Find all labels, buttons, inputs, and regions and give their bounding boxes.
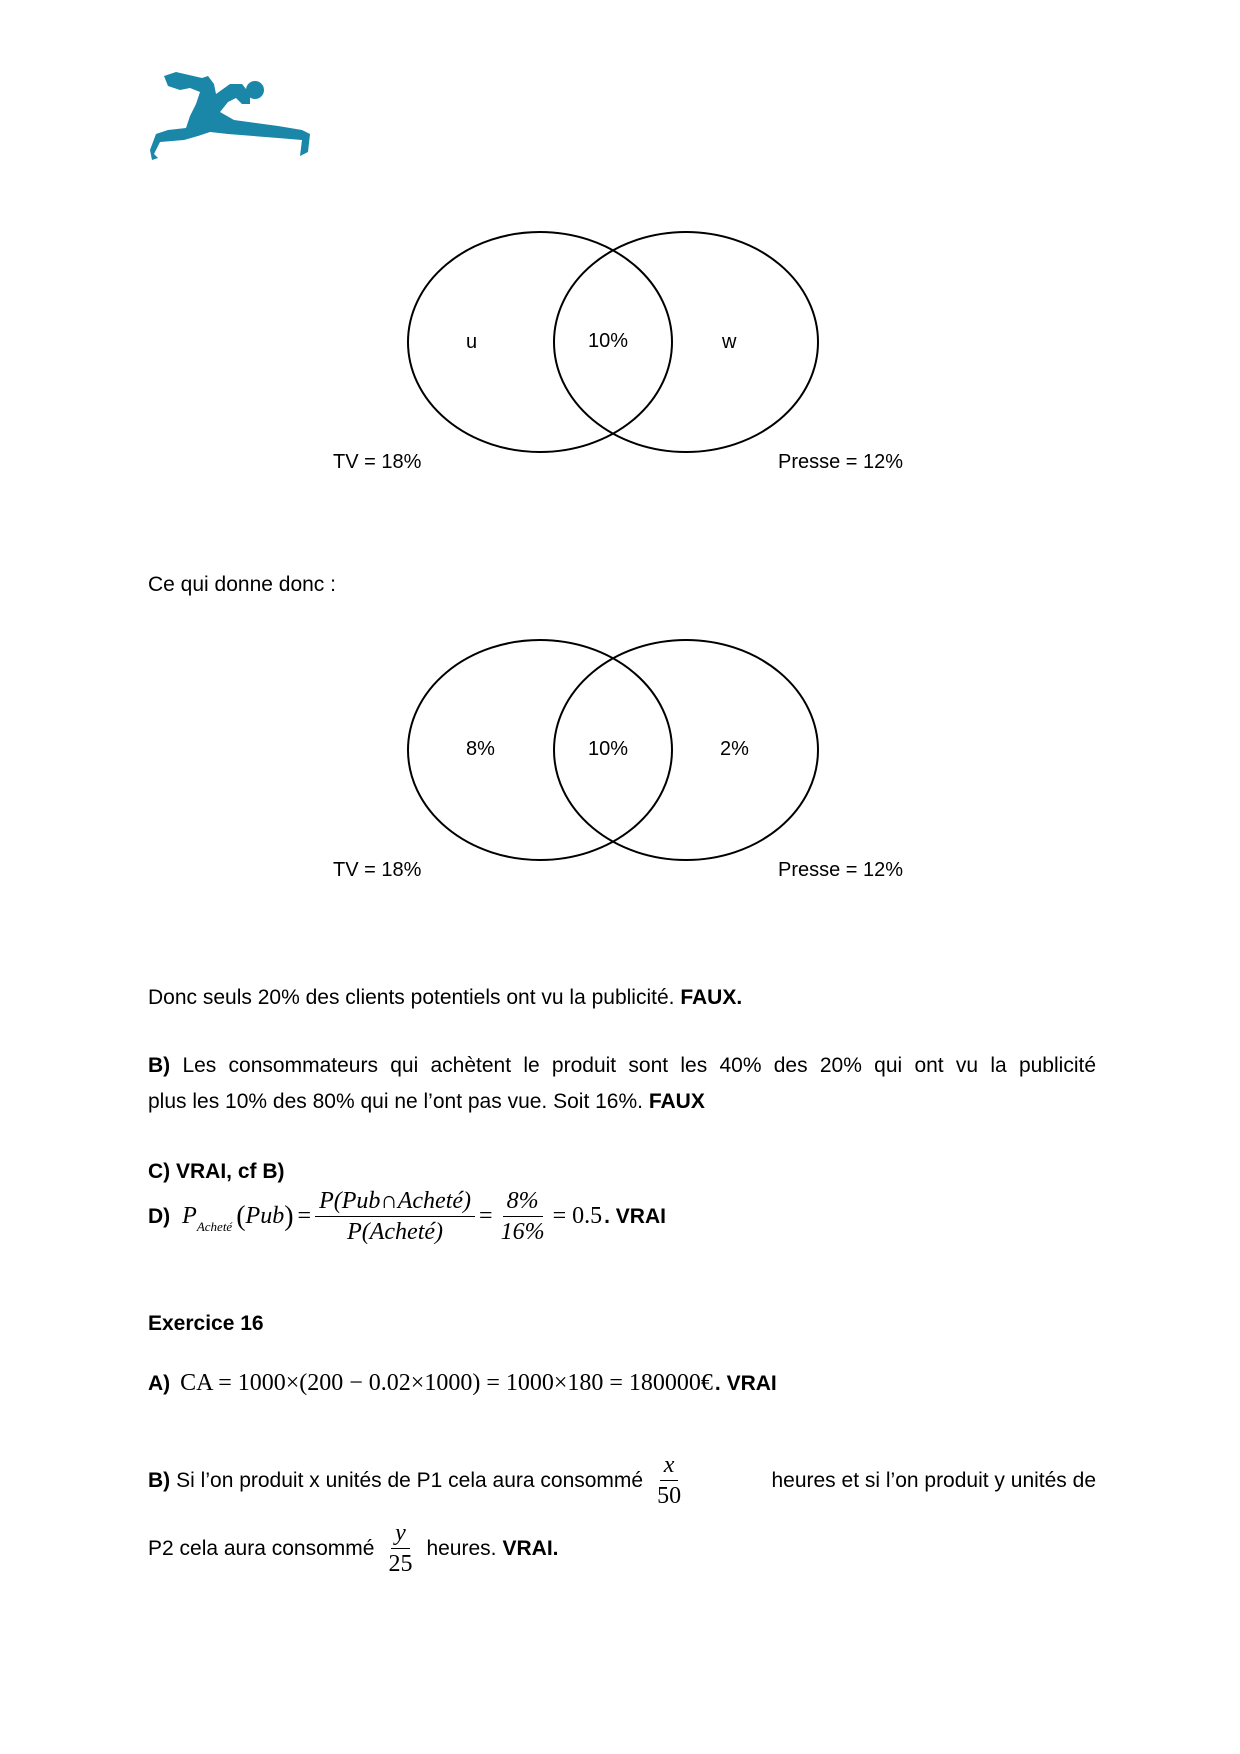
venn1-right-label: w: [722, 331, 737, 353]
answer-d-fraction-1: [315, 1188, 475, 1245]
answer-b-prefix: B): [148, 1054, 171, 1077]
answer-c: C) VRAI, cf B): [148, 1160, 285, 1183]
venn2-presse-label: Presse = 12%: [778, 859, 904, 881]
answer-d-result: = 0.5: [552, 1203, 603, 1229]
answer-d-p: P: [182, 1203, 197, 1229]
conclusion-a-text: Donc seuls 20% des clients potentiels ont vu la publicité.: [148, 986, 675, 1009]
answer-b-verdict: FAUX: [648, 1090, 705, 1113]
logo-runner-icon: [150, 70, 320, 170]
answer-d-arg: Pub: [245, 1203, 285, 1229]
exercise-answer-b-part4: heures.: [426, 1536, 497, 1560]
answer-d-numerator-2: 8%: [503, 1188, 543, 1217]
exercise-answer-a-verdict: . VRAI: [714, 1371, 777, 1395]
answer-d: D) P Acheté ( Pub ) = $\frac{\text{P(Pub∩Acheté)}}{\text{P(Acheté)}}$ = $\frac{8\%}{16\%}$ = 0.5 . VRAI: [148, 1188, 666, 1245]
venn2-middle-label: 10%: [588, 738, 629, 760]
fraction-y-numerator: y: [391, 1520, 410, 1549]
exercise-answer-a-prefix: A): [148, 1371, 171, 1395]
exercise-answer-b-part1: Si l’on produit x unités de P1 cela aura consommé: [176, 1468, 644, 1492]
venn1-middle-label: 10%: [588, 330, 629, 352]
venn1-presse-label: Presse = 12%: [778, 451, 904, 473]
fraction-y-over-25: [384, 1520, 416, 1577]
answer-d-denominator: P(Acheté): [347, 1219, 444, 1245]
fraction-x-numerator: x: [660, 1452, 679, 1481]
exercise-answer-b-prefix: B): [148, 1468, 171, 1492]
exercise-answer-a-formula: CA = 1000×(200 − 0.02×1000) = 1000×180 = 180000€: [180, 1370, 713, 1396]
answer-d-subscript: Acheté: [196, 1218, 233, 1234]
fraction-y-denominator: 25: [388, 1551, 413, 1577]
venn1-tv-circle: [408, 232, 672, 452]
answer-b-line2: plus les 10% des 80% qui ne l’ont pas vue. Soit 16%.: [148, 1090, 643, 1113]
exercise-answer-b-line1: [148, 1452, 1096, 1509]
exercise-answer-b-part2: heures et si l’on produit y unités de: [771, 1468, 1096, 1492]
venn2-left-label: 8%: [466, 738, 495, 760]
answer-d-fraction-2: [497, 1188, 549, 1245]
conclusion-a-verdict: FAUX.: [680, 986, 743, 1009]
exercise-answer-b-line2: [148, 1520, 559, 1577]
answer-d-prefix: D): [148, 1204, 171, 1228]
intro-text: Ce qui donne donc :: [148, 573, 336, 596]
answer-d-numerator: P(Pub∩Acheté): [315, 1188, 475, 1217]
answer-b-line1: Les consommateurs qui achètent le produit sont les 40% des 20% qui ont vu la publicité: [182, 1054, 1096, 1077]
exercise-answer-b-part3: P2 cela aura consommé: [148, 1536, 375, 1560]
answer-b: [148, 1048, 1096, 1120]
venn2-tv-label: TV = 18%: [333, 859, 422, 881]
fraction-x-over-50: [653, 1452, 685, 1509]
fraction-x-denominator: 50: [657, 1483, 682, 1509]
venn1-left-label: u: [466, 331, 478, 353]
venn1-tv-label: TV = 18%: [333, 451, 422, 473]
exercise-answer-b-verdict: VRAI.: [502, 1536, 559, 1560]
answer-d-verdict: . VRAI: [604, 1204, 666, 1228]
exercise-title: Exercice 16: [148, 1312, 264, 1335]
exercise-answer-a: [148, 1370, 777, 1397]
answer-d-denominator-2: 16%: [500, 1219, 545, 1245]
venn2-tv-circle: [408, 640, 672, 860]
venn2-right-label: 2%: [720, 738, 749, 760]
conclusion-a: [148, 980, 1096, 1016]
